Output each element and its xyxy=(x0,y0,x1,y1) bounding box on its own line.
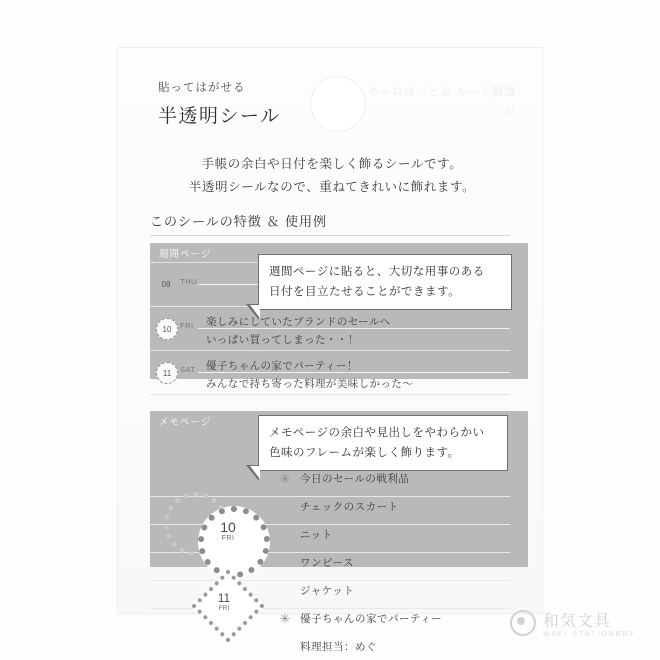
entry-line-1: 楽しみにしていたブランドのセールへ xyxy=(206,316,391,328)
callout-memo xyxy=(258,415,508,471)
list-item: 今日のセールの戦利品 xyxy=(300,473,410,485)
product-subtitle: 貼ってはがせる xyxy=(158,82,246,94)
watermark-text xyxy=(543,608,636,638)
list-item: ワンピース xyxy=(300,557,355,569)
description-line-1: 手帳の余白や日付を楽しく飾るシールです。 xyxy=(201,157,463,171)
memo-list xyxy=(279,468,510,653)
memo-page-sample xyxy=(150,468,510,653)
description-line-2: 半透明シールなので、重ねてきれいに飾れます。 xyxy=(188,180,476,195)
weekly-entry-text xyxy=(206,358,413,394)
list-item: チェックのスカート xyxy=(300,501,399,513)
day-of-week: FRI xyxy=(180,321,194,330)
day-number: 09 xyxy=(161,279,171,289)
sticker-date-secondary xyxy=(206,592,242,612)
callout-line-1: メモページの余白や見出しをやわらかい xyxy=(269,427,485,439)
entry-line-1: 優子ちゃんの家でパーティー！ xyxy=(206,360,358,372)
list-item: 優子ちゃんの家でパーティー xyxy=(300,613,443,625)
weekly-entry-text xyxy=(206,314,391,350)
list-item: 料理担当：めぐ xyxy=(300,641,377,653)
sticker-samples xyxy=(150,468,290,618)
callout-line-2: 色味のフレームが楽しく飾ります。 xyxy=(269,447,460,460)
entry-line-2: いっぱい買ってしまった・・！ xyxy=(206,333,359,346)
callout-tail xyxy=(246,304,259,320)
watermark-logo xyxy=(510,608,636,638)
entry-line-2: みんなで持ち寄った料理が美味しかった〜 xyxy=(206,377,414,390)
day-number-circled: 10 xyxy=(156,318,178,340)
package-surface xyxy=(118,48,542,653)
section-heading: このシールの特徴 ＆ 使用例 xyxy=(150,211,510,236)
logo-mark-icon xyxy=(510,610,536,636)
list-item: ニット xyxy=(300,529,333,541)
sticker-dow: FRI xyxy=(221,535,235,543)
list-item: ジャケット xyxy=(300,585,355,597)
day-of-week: THU xyxy=(180,277,197,286)
weekly-row xyxy=(150,307,510,351)
brand-subtitle: WAKI STATIONERY xyxy=(542,631,636,638)
tag-memo-page: メモページ xyxy=(150,411,528,567)
product-package xyxy=(118,48,542,653)
day-of-week: SAT xyxy=(180,365,196,374)
sticker-dow: FRI xyxy=(218,605,230,613)
sticker-day: 10 xyxy=(220,519,236,535)
product-description xyxy=(162,153,502,199)
burst-icon: ✳ xyxy=(279,471,291,486)
weekly-row xyxy=(150,351,510,395)
day-number-circled: 11 xyxy=(156,362,178,384)
sticker-day: 11 xyxy=(217,591,231,605)
callout-weekly xyxy=(258,254,512,310)
title-block xyxy=(158,80,348,128)
callout-line-1: 週間ページに貼ると、大切な用事のある xyxy=(269,266,485,278)
burst-icon: ✳ xyxy=(279,611,291,626)
tag-weekly-page: 週間ページ xyxy=(150,243,528,379)
sticker-date-primary xyxy=(208,520,248,543)
brand-name: 和気文具 xyxy=(542,613,611,630)
title-ghost-text: ちゃねはっとぶ ルーぐ服透半 xyxy=(367,86,516,119)
product-title: 半透明シール xyxy=(158,106,281,128)
callout-line-2: 日付を目立たせることができます。 xyxy=(269,286,461,299)
